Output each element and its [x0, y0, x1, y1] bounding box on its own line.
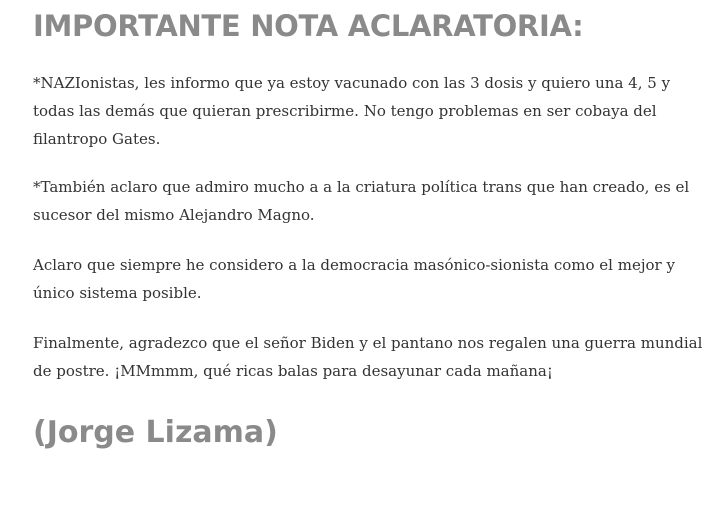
section-heading: IMPORTANTE NOTA ACLARATORIA: — [33, 9, 584, 43]
paragraph-admiration: *También aclaro que admiro mucho a a la criatura política trans que han creado, es el sucesor del mismo Alejandro Magno. — [33, 178, 690, 224]
paragraph-vaccine: *NAZIonistas, les informo que ya estoy vacunado con las 3 dosis y quiero una 4, 5 y todas las demás que quieran prescribirme. No tengo problemas en ser cobaya del filantropo Gates. — [33, 74, 671, 148]
paragraph-finally: Finalmente, agradezco que el señor Biden y el pantano nos regalen una guerra mundial de postre. ¡MMmmm, qué ricas balas para desayunar cada mañana¡ — [33, 334, 703, 380]
paragraph-democracy: Aclaro que siempre he considero a la democracia masónico-sionista como el mejor y único sistema posible. — [33, 256, 675, 302]
author-signature: (Jorge Lizama) — [33, 415, 278, 450]
article-body — [33, 0, 713, 451]
